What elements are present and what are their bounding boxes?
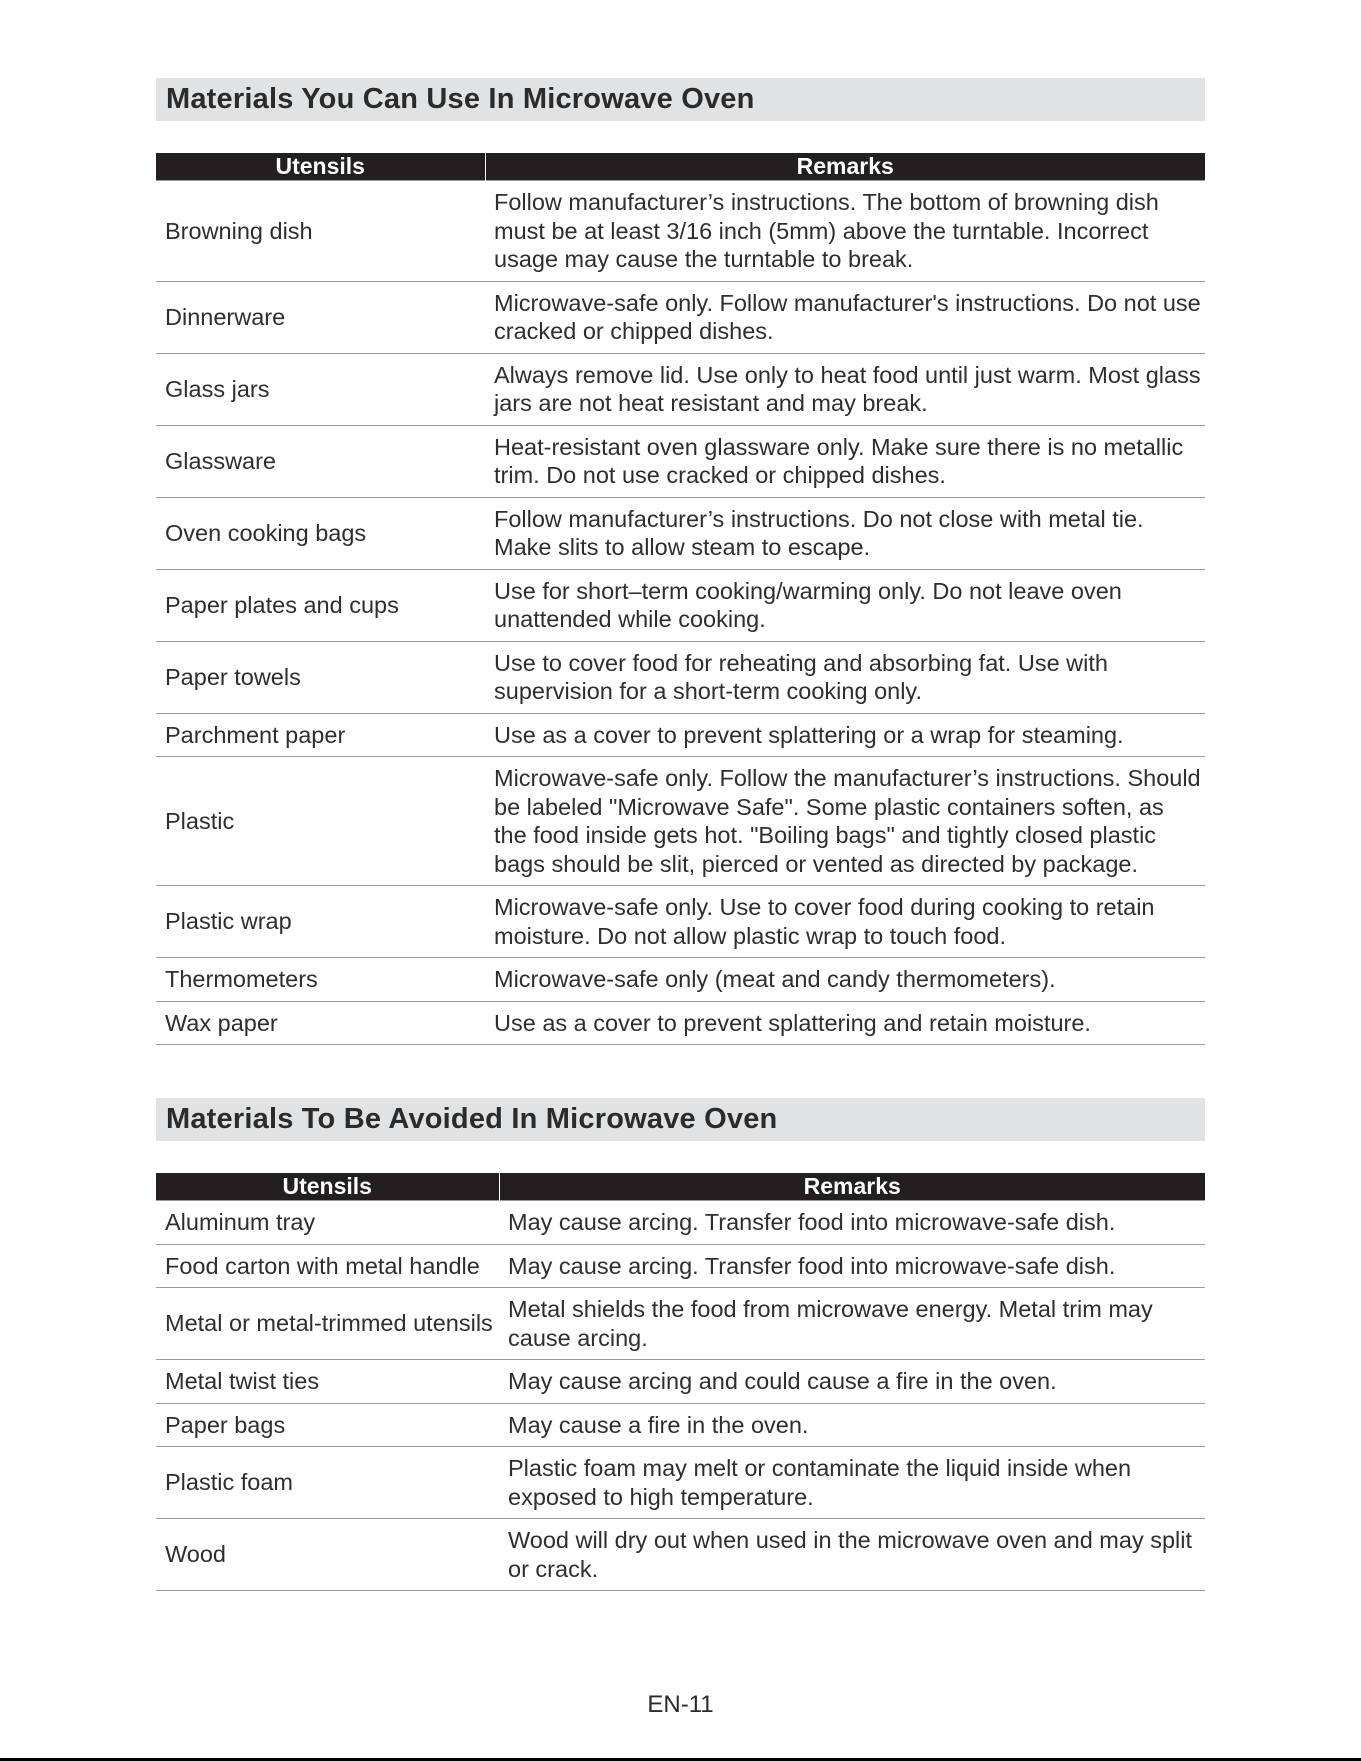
remark-cell: Follow manufacturer’s instructions. Do not close with metal tie. Make slits to allow steam to escape. — [485, 497, 1205, 569]
section-title-use: Materials You Can Use In Microwave Oven — [156, 78, 1205, 121]
table-row — [156, 1447, 1205, 1519]
remark-cell: May cause arcing and could cause a fire in the oven. — [499, 1360, 1205, 1404]
table-row — [156, 1244, 1205, 1288]
remark-cell: May cause a fire in the oven. — [499, 1403, 1205, 1447]
remark-cell: Microwave-safe only. Use to cover food during cooking to retain moisture. Do not allow plastic wrap to touch food. — [485, 886, 1205, 958]
header-remarks: Remarks — [499, 1173, 1205, 1201]
remark-cell: Follow manufacturer’s instructions. The bottom of browning dish must be at least 3/16 inch (5mm) above the turntable. Incorrect usage may cause the turntable to break. — [485, 181, 1205, 282]
table-row — [156, 1001, 1205, 1045]
table-row — [156, 1403, 1205, 1447]
remark-cell: May cause arcing. Transfer food into microwave-safe dish. — [499, 1201, 1205, 1245]
utensil-cell: Thermometers — [156, 958, 485, 1002]
table-row — [156, 1360, 1205, 1404]
utensil-cell: Glassware — [156, 425, 485, 497]
utensil-cell: Glass jars — [156, 353, 485, 425]
utensil-cell: Aluminum tray — [156, 1201, 499, 1245]
remark-cell: Heat-resistant oven glassware only. Make sure there is no metallic trim. Do not use cracked or chipped dishes. — [485, 425, 1205, 497]
utensil-cell: Plastic foam — [156, 1447, 499, 1519]
remark-cell: Microwave-safe only (meat and candy thermometers). — [485, 958, 1205, 1002]
utensil-cell: Paper bags — [156, 1403, 499, 1447]
header-remarks: Remarks — [485, 153, 1205, 181]
table-row — [156, 425, 1205, 497]
table-header-row — [156, 1173, 1205, 1201]
remark-cell: Use to cover food for reheating and absorbing fat. Use with supervision for a short-term cooking only. — [485, 641, 1205, 713]
manual-page — [156, 78, 1205, 1591]
utensil-cell: Parchment paper — [156, 713, 485, 757]
remark-cell: Use as a cover to prevent splattering or a wrap for steaming. — [485, 713, 1205, 757]
utensil-cell: Browning dish — [156, 181, 485, 282]
table-materials-use — [156, 153, 1205, 1045]
utensil-cell: Food carton with metal handle — [156, 1244, 499, 1288]
remark-cell: Use as a cover to prevent splattering and retain moisture. — [485, 1001, 1205, 1045]
remark-cell: May cause arcing. Transfer food into microwave-safe dish. — [499, 1244, 1205, 1288]
section-title-avoid: Materials To Be Avoided In Microwave Oven — [156, 1098, 1205, 1141]
table-row — [156, 1288, 1205, 1360]
remark-cell: Metal shields the food from microwave energy. Metal trim may cause arcing. — [499, 1288, 1205, 1360]
table-row — [156, 181, 1205, 282]
header-utensils: Utensils — [156, 153, 485, 181]
table-row — [156, 641, 1205, 713]
utensil-cell: Wood — [156, 1519, 499, 1591]
remark-cell: Microwave-safe only. Follow manufacturer's instructions. Do not use cracked or chipped dishes. — [485, 281, 1205, 353]
utensil-cell: Plastic — [156, 757, 485, 886]
utensil-cell: Plastic wrap — [156, 886, 485, 958]
table-row — [156, 569, 1205, 641]
remark-cell: Wood will dry out when used in the microwave oven and may split or crack. — [499, 1519, 1205, 1591]
table-row — [156, 281, 1205, 353]
table-row — [156, 1201, 1205, 1245]
table-header-row — [156, 153, 1205, 181]
table-materials-avoid — [156, 1173, 1205, 1591]
utensil-cell: Wax paper — [156, 1001, 485, 1045]
remark-cell: Use for short–term cooking/warming only. Do not leave oven unattended while cooking. — [485, 569, 1205, 641]
table-row — [156, 713, 1205, 757]
utensil-cell: Paper plates and cups — [156, 569, 485, 641]
table-row — [156, 1519, 1205, 1591]
header-utensils: Utensils — [156, 1173, 499, 1201]
table-row — [156, 886, 1205, 958]
remark-cell: Microwave-safe only. Follow the manufacturer’s instructions. Should be labeled "Microwave Safe". Some plastic containers soften, as the food inside gets hot. "Boiling bags" and tightly closed plastic bags should be slit, pierced or vented as directed by package. — [485, 757, 1205, 886]
remark-cell: Plastic foam may melt or contaminate the liquid inside when exposed to high temperature. — [499, 1447, 1205, 1519]
page-number: EN-11 — [647, 1691, 714, 1718]
utensil-cell: Metal or metal-trimmed utensils — [156, 1288, 499, 1360]
table-row — [156, 353, 1205, 425]
utensil-cell: Oven cooking bags — [156, 497, 485, 569]
table-row — [156, 497, 1205, 569]
utensil-cell: Dinnerware — [156, 281, 485, 353]
remark-cell: Always remove lid. Use only to heat food until just warm. Most glass jars are not heat resistant and may break. — [485, 353, 1205, 425]
table-row — [156, 757, 1205, 886]
utensil-cell: Metal twist ties — [156, 1360, 499, 1404]
table-row — [156, 958, 1205, 1002]
utensil-cell: Paper towels — [156, 641, 485, 713]
